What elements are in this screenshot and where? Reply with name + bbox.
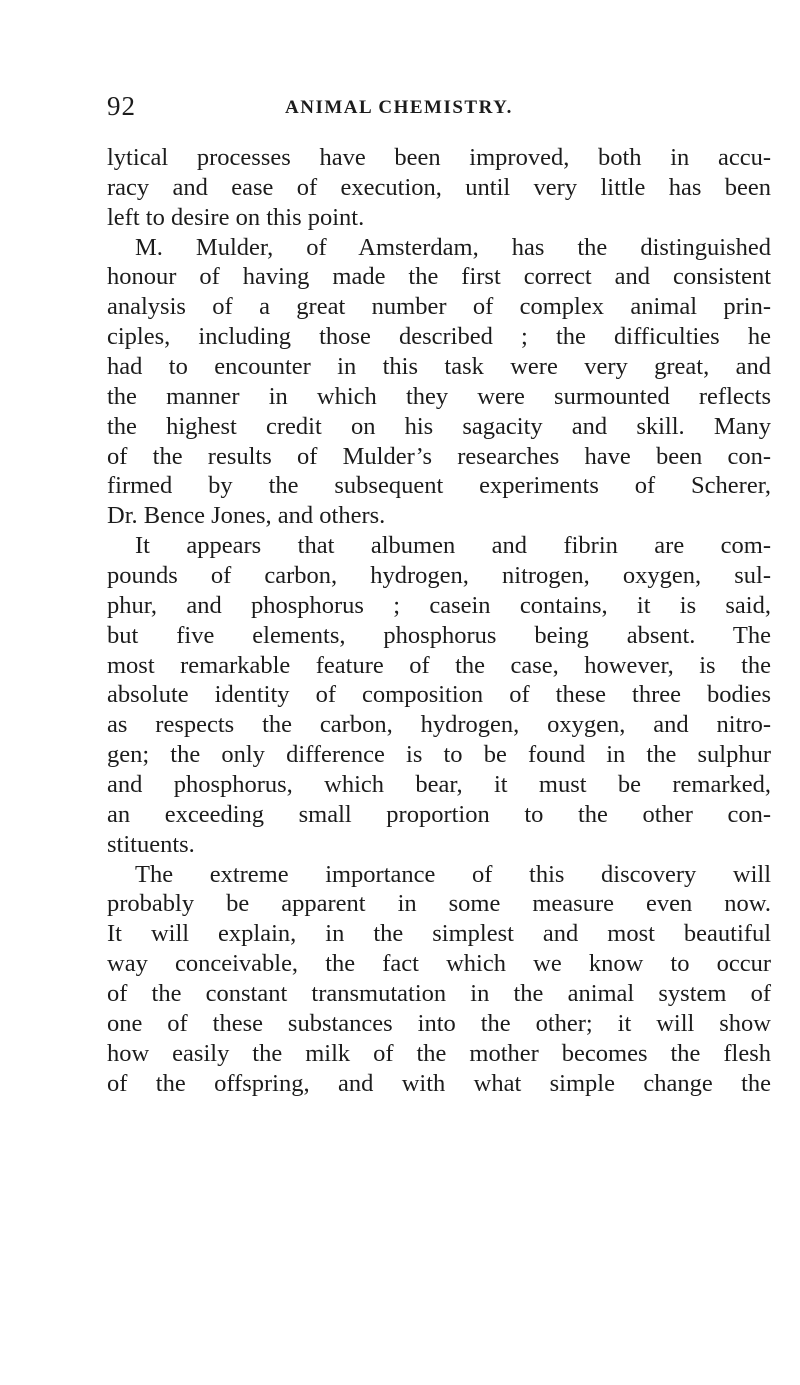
text-line: of the offspring, and with what simple change the [107, 1069, 771, 1097]
text-line: M. Mulder, of Amsterdam, has the distinguished [135, 233, 771, 261]
running-title: ANIMAL CHEMISTRY. [285, 97, 513, 118]
page-number: 92 [107, 91, 136, 121]
text-line: absolute identity of composition of these three bodies [107, 681, 771, 709]
text-line: one of these substances into the other; it will show [107, 1009, 771, 1037]
text-line: probably be apparent in some measure even now. [107, 890, 771, 918]
text-line: of the results of Mulder’s researches have been con- [107, 442, 771, 470]
text-line: the highest credit on his sagacity and skill. Many [107, 412, 771, 440]
text-line: way conceivable, the fact which we know to occur [107, 950, 771, 978]
text-line: had to encounter in this task were very great, and [107, 353, 771, 381]
body-text [107, 143, 771, 1099]
text-line: lytical processes have been improved, both in accu- [107, 144, 771, 171]
text-line: of the constant transmutation in the animal system of [107, 980, 771, 1008]
page-header [107, 86, 777, 126]
text-line: honour of having made the first correct and consistent [107, 263, 771, 291]
text-line: an exceeding small proportion to the other con- [107, 800, 771, 828]
text-line: phur, and phosphorus ; casein contains, it is said, [107, 591, 771, 619]
text-line: Dr. Bence Jones, and others. [107, 502, 386, 530]
text-line: as respects the carbon, hydrogen, oxygen, and nitro- [107, 711, 771, 739]
text-line: left to desire on this point. [107, 203, 365, 231]
text-line: and phosphorus, which bear, it must be remarked, [107, 771, 771, 799]
text-line: The extreme importance of this discovery will [135, 860, 771, 888]
text-line: firmed by the subsequent experiments of Scherer, [107, 472, 771, 500]
text-line: the manner in which they were surmounted reflects [107, 382, 771, 410]
text-line: gen; the only difference is to be found in the sulphur [107, 741, 771, 769]
text-line: It appears that albumen and fibrin are com- [135, 532, 771, 560]
text-line: racy and ease of execution, until very little has been [107, 173, 771, 201]
text-line: It will explain, in the simplest and most beautiful [107, 920, 771, 948]
text-line: but five elements, phosphorus being absent. The [107, 621, 771, 649]
text-line: how easily the milk of the mother becomes the flesh [107, 1039, 771, 1067]
text-line: stituents. [107, 830, 195, 858]
text-line: analysis of a great number of complex animal prin- [107, 293, 771, 321]
text-line: pounds of carbon, hydrogen, nitrogen, oxygen, sul- [107, 562, 771, 590]
text-line: most remarkable feature of the case, however, is the [107, 651, 771, 679]
text-line: ciples, including those described ; the difficulties he [107, 323, 771, 351]
